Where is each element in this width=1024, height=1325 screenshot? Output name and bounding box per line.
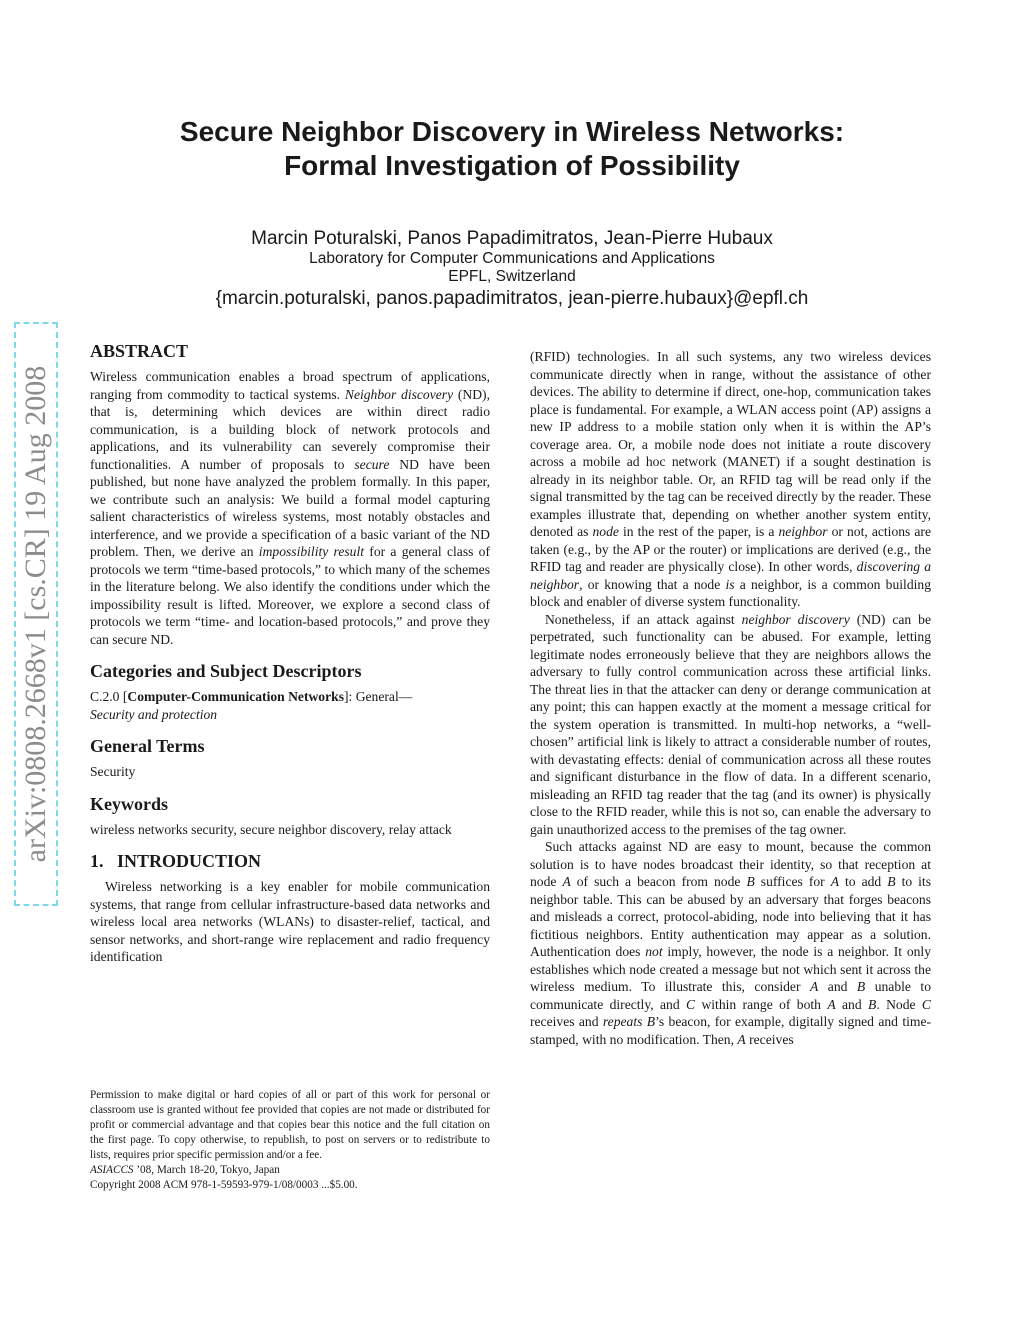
introduction-heading: 1. INTRODUCTION bbox=[90, 851, 262, 871]
general-terms-heading: General Terms bbox=[90, 736, 205, 756]
author-location: EPFL, Switzerland bbox=[448, 268, 576, 285]
introduction-section bbox=[90, 850, 490, 966]
title-line-2: Formal Investigation of Possibility bbox=[284, 150, 740, 181]
paper-title bbox=[60, 115, 964, 183]
author-names: Marcin Poturalski, Panos Papadimitratos, Jean-Pierre Hubaux bbox=[251, 228, 773, 249]
permission-text: Permission to make digital or hard copies of all or part of this work for personal or classroom use is granted without fee provided that copies are not made or distributed for profit or commercial advantage and that copies bear this notice and the full citation on the first page. To copy otherwise, to republish, to post on servers or to redistribute to lists, requires prior specific permission and/or a fee. bbox=[90, 1089, 490, 1161]
keywords-heading: Keywords bbox=[90, 793, 168, 814]
venue-line: ASIACCS ’08, March 18-20, Tokyo, Japan bbox=[90, 1164, 280, 1176]
title-line-1: Secure Neighbor Discovery in Wireless Networks: bbox=[179, 116, 845, 147]
left-column bbox=[90, 340, 490, 978]
copyright-line: Copyright 2008 ACM 978-1-59593-979-1/08/0003 ...$5.00. bbox=[90, 1179, 358, 1191]
author-email: {marcin.poturalski, panos.papadimitratos, jean-pierre.hubaux}@epfl.ch bbox=[215, 288, 809, 309]
right-paragraph-1: (RFID) technologies. In all such systems, any two wireless devices communicate directly when in range, without the assistance of other devices. The ability to determine if direct, one-hop, communication takes place is fundamental. For example, a WLAN access point (AP) assigns a new IP address to a mobile station only when it is within the AP’s coverage area. Or, a mobile node does not initiate a route discovery across a mobile ad hoc network (MANET) if a sought destination is already in its neighbor table. Or, an RFID tag will be read only if the signal transmitted by the tag can be received directly by the reader. These examples illustrate that, depending on whether another system entity, denoted as node in the rest of the paper, is a neighbor or not, actions are taken (e.g., by the AP or the router) or implications are derived (e.g., the RFID tag and reader are physically close). In other words, discovering a neighbor, or knowing that a node is a neighbor, is a common building block and enabler of diverse system functionality. bbox=[530, 349, 931, 609]
abstract-text: Wireless communication enables a broad spectrum of applications, ranging from commodity to tactical systems. Neighbor discovery (ND), that is, determining which devices are within direct radio communication, is a building block of network protocols and applications, and its vulnerability can severely compromise their functionalities. A number of proposals to secure ND have been published, but none have analyzed the problem formally. In this paper, we contribute such an analysis: We build a formal model capturing salient characteristics of wireless systems, most notably obstacles and interference, and we provide a specification of a basic variant of the ND problem. Then, we derive an impossibility result for a general class of protocols we term “time-based protocols,” to which many of the schemes in the literature belong. We also identify the conditions under which the impossibility result is lifted. Moreover, we explore a second class of protocols we term “time- and location-based protocols,” and prove they can secure ND. bbox=[90, 369, 491, 647]
author-block bbox=[60, 228, 964, 312]
general-terms-section bbox=[90, 735, 490, 781]
abstract-section bbox=[90, 340, 490, 648]
introduction-paragraph: Wireless networking is a key enabler for mobile communication systems, that range from cellular infrastructure-based data networks and wireless local area networks (WLANs) to disaster-relief, tactical, and sensor networks, and short-range wire replacement and radio frequency identification bbox=[90, 879, 490, 964]
keywords-text: wireless networks security, secure neighbor discovery, relay attack bbox=[90, 821, 452, 837]
categories-heading: Categories and Subject Descriptors bbox=[90, 661, 362, 681]
categories-text: C.2.0 [Computer-Communication Networks]: General— Security and protection bbox=[90, 689, 413, 722]
right-column bbox=[530, 348, 931, 1048]
right-paragraph-2: Nonetheless, if an attack against neighbor discovery (ND) can be perpetrated, such functionality can be abused. For example, letting legitimate nodes erroneously believe that they are neighbors allows the adversary to fully control communication across these artificial links. The threat lies in that the attacker can deny or derange communication at any point; this can happen exactly at the moment a message critical for the system operation is transmitted. In multi-hop networks, a “well-chosen” artificial link is likely to attract a considerable number of routes, with devastating effects: denial of communication across all these routes and significant disturbance in the flow of data. In a different scenario, misleading an RFID tag reader that the tag (and its owner) is physically close to the RFID reader, while this is not so, can enable the adversary to gain unauthorized access to the premises of the tag owner. bbox=[530, 611, 931, 837]
arxiv-identifier[interactable]: arXiv:0808.2668v1 [cs.CR] 19 Aug 2008 bbox=[14, 322, 58, 906]
keywords-section bbox=[90, 793, 490, 839]
arxiv-sidebar bbox=[12, 322, 60, 906]
categories-section bbox=[90, 660, 490, 723]
general-terms-text: Security bbox=[90, 764, 136, 779]
abstract-heading: ABSTRACT bbox=[90, 341, 189, 361]
author-affiliation: Laboratory for Computer Communications and Applications bbox=[309, 250, 715, 267]
permission-notice bbox=[90, 1088, 490, 1193]
right-paragraph-3: Such attacks against ND are easy to mount, because the common solution is to have nodes broadcast their identity, so that reception at node A of such a beacon from node B suffices for A to add B to its neighbor table. This can be abused by an adversary that forges beacons and misleads a correct, protocol-abiding, node into believing that it has fictitious neighbors. Entity authentication may appear as a solution. Authentication does not imply, however, the node is a neighbor. It only establishes which node created a message but not which sent it across the wireless medium. To illustrate this, consider A and B unable to communicate directly, and C within range of both A and B. Node C receives and repeats B’s beacon, for example, digitally signed and time-stamped, with no modification. Then, A receives bbox=[530, 839, 932, 1047]
